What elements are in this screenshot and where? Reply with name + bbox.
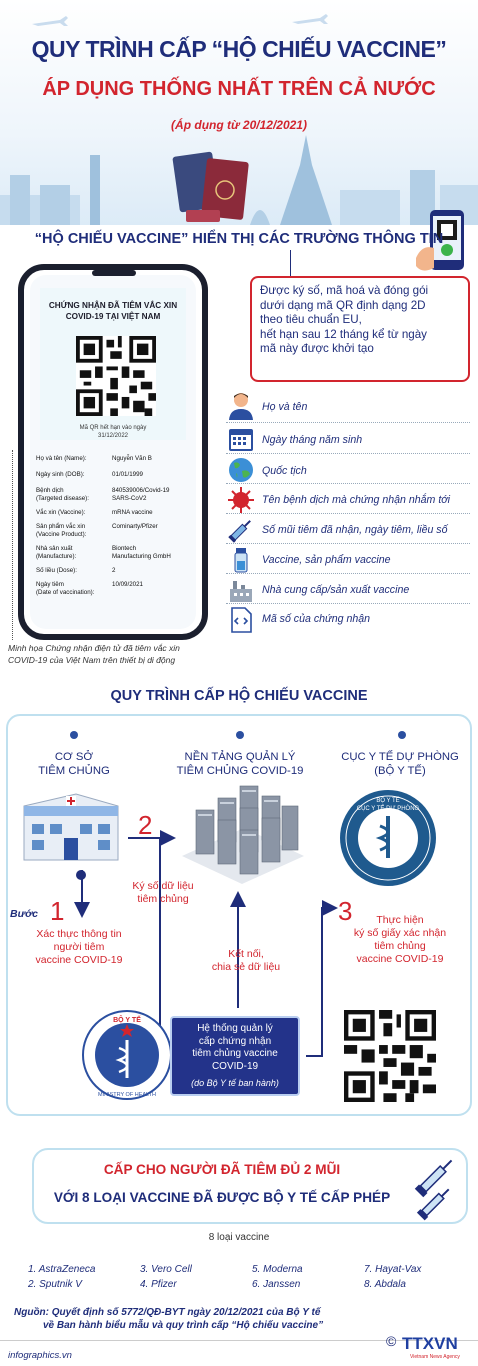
step-number: 1	[50, 896, 65, 926]
system-box-note: (do Bộ Y tế ban hành)	[191, 1078, 279, 1088]
step-number: 3	[338, 896, 353, 926]
info-label: Vắc xin (Vaccine):	[36, 509, 86, 516]
vaccine-item: 6. Janssen	[252, 1279, 301, 1290]
dot-marker	[76, 870, 86, 880]
step-text-line: vaccine COVID-19	[35, 954, 123, 966]
step-text-line: tiêm chủng	[137, 893, 189, 905]
system-box-line: Hệ thống quản lý	[197, 1023, 273, 1034]
vaccines-label: 8 loại vaccine	[208, 1232, 270, 1243]
field-label: Họ và tên	[262, 401, 308, 413]
qr-expiry-line: Mã QR hết hạn vào ngày	[79, 425, 147, 431]
vaccine-item: 7. Hayat-Vax	[364, 1264, 422, 1275]
banner-line-2: VỚI 8 LOẠI VACCINE ĐÃ ĐƯỢC BỘ Y TẾ CẤP PHÉP	[53, 1190, 391, 1205]
info-label: Nhà sản xuất	[36, 545, 73, 552]
source-line: về Ban hành biểu mẫu và quy trình cấp “Hộ chiếu vaccine”	[43, 1320, 324, 1331]
qr-code-icon[interactable]	[344, 1010, 436, 1102]
info-label: Bệnh dịch	[36, 487, 64, 494]
bubble-line: mã này được khởi tạo	[260, 342, 374, 355]
certificate-title-line: COVID-19 TẠI VIỆT NAM	[65, 312, 161, 321]
logo-text: MINISTRY OF HEALTH	[97, 1092, 157, 1098]
info-label: Ngày tiêm	[36, 581, 64, 588]
bubble-line: dưới dạng mã QR định dạng 2D	[260, 298, 426, 312]
step-text-line: tiêm chủng	[374, 940, 426, 952]
bubble-line: theo tiêu chuẩn EU,	[260, 313, 362, 326]
step-1-text	[14, 928, 144, 967]
field-label: Số mũi tiêm đã nhận, ngày tiêm, liều số	[262, 524, 448, 536]
info-label: Sản phẩm vắc xin	[36, 523, 86, 530]
vaccine-item: 2. Sputnik V	[28, 1279, 82, 1290]
step-text-line: Thực hiện	[376, 914, 424, 926]
column-title-line: NỀN TẢNG QUẢN LÝ	[184, 751, 296, 763]
logo-text: BỘ Y TẾ	[113, 1017, 141, 1024]
phone-caption-line: COVID-19 của Việt Nam trên thiết bị di động	[8, 655, 176, 665]
bubble-line: hết hạn sau 12 tháng kể từ ngày	[260, 327, 427, 341]
info-label: Ngày sinh (DOB):	[36, 471, 85, 478]
syringe-icon	[408, 1152, 464, 1222]
page-title: QUY TRÌNH CẤP “HỘ CHIẾU VACCINE”	[31, 36, 447, 62]
process-title: QUY TRÌNH CẤP HỘ CHIẾU VACCINE	[110, 688, 368, 704]
phone-caption-line: Minh họa Chứng nhận điện tử đã tiêm vắc xin	[8, 643, 180, 653]
step-word: Bước	[10, 908, 38, 920]
info-value: Cominarty/Pfizer	[112, 523, 158, 530]
system-box-line: tiêm chủng vaccine	[192, 1048, 278, 1059]
step-text-line: chia sẻ dữ liệu	[211, 961, 281, 973]
vaccine-item: 4. Pfizer	[140, 1279, 177, 1290]
field-label: Nhà cung cấp/sản xuất vaccine	[262, 584, 410, 596]
effective-date: (Áp dụng từ 20/12/2021)	[171, 118, 307, 132]
step-number: 2	[138, 810, 153, 840]
field-label: Mã số của chứng nhận	[262, 613, 371, 625]
info-value: 840539006/Covid-19	[112, 487, 170, 494]
eligibility-banner	[32, 1148, 468, 1224]
banner-line-1: CẤP CHO NGƯỜI ĐÃ TIÊM ĐỦ 2 MŨI	[103, 1162, 341, 1177]
seal-text: CỤC Y TẾ DỰ PHÒNG	[356, 806, 420, 812]
info-value: Nguyễn Văn B	[112, 455, 152, 462]
page-subtitle: ÁP DỤNG THỐNG NHẤT TRÊN CẢ NƯỚC	[42, 78, 436, 100]
info-label: (Manufacture):	[36, 553, 77, 560]
info-label: Số liều (Dose):	[36, 567, 77, 574]
step-text-line: Kết nối,	[228, 948, 264, 960]
system-box-line: cấp chứng nhận	[198, 1035, 272, 1047]
info-value: Manufacturing GmbH	[112, 553, 171, 560]
footer-url[interactable]: infographics.vn	[8, 1350, 72, 1361]
info-label: (Targeted disease):	[36, 495, 89, 502]
step-text-line: vaccine COVID-19	[356, 953, 444, 965]
info-label: (Date of vaccination):	[36, 589, 95, 596]
ministry-of-health-logo	[82, 1010, 172, 1100]
info-value: Biontech	[112, 545, 137, 552]
info-label: Họ và tên (Name):	[36, 455, 87, 462]
ttxvn-logo-sub: Vietnam News Agency	[410, 1354, 460, 1360]
source-note	[14, 1306, 474, 1332]
seal-text: BỘ Y TẾ	[376, 798, 400, 804]
step-text-line: Xác thực thông tin	[36, 928, 122, 940]
column-title-line: TIÊM CHỦNG	[38, 765, 110, 777]
info-value: 01/01/1999	[112, 471, 143, 478]
column-title-line: CỤC Y TẾ DỰ PHÒNG	[341, 751, 459, 763]
connect-text	[186, 948, 306, 974]
field-label: Vaccine, sản phẩm vaccine	[262, 554, 391, 566]
column-title-line: (BỘ Y TẾ)	[374, 765, 426, 777]
field-label: Quốc tịch	[262, 465, 307, 477]
step-text-line: ký số giấy xác nhận	[353, 927, 447, 939]
info-value: 2	[112, 567, 116, 574]
step-text-line: Ký số dữ liệu	[132, 880, 194, 892]
field-label: Tên bệnh dịch mà chứng nhận nhắm tới	[262, 494, 451, 506]
step-3-text	[330, 914, 470, 966]
field-label: Ngày tháng năm sinh	[262, 434, 363, 446]
qr-expiry-line: 31/12/2022	[97, 433, 129, 439]
vaccine-item: 1. AstraZeneca	[28, 1264, 96, 1275]
vaccine-item: 3. Vero Cell	[140, 1264, 192, 1275]
system-box-line: COVID-19	[211, 1060, 259, 1072]
fields-heading: “HỘ CHIẾU VACCINE” HIỂN THỊ CÁC TRƯỜNG THÔNG TIN	[34, 231, 444, 247]
info-value: mRNA vaccine	[112, 509, 153, 516]
column-title-line: CƠ SỞ	[54, 751, 94, 763]
vaccine-item: 5. Moderna	[252, 1264, 303, 1275]
source-line: Nguồn: Quyết định số 5772/QĐ-BYT ngày 20/12/2021 của Bộ Y tế	[14, 1307, 321, 1318]
info-value: SARS-CoV2	[112, 495, 147, 502]
system-box	[170, 1016, 300, 1096]
certificate-title-line: CHỨNG NHẬN ĐÃ TIÊM VẮC XIN	[48, 301, 178, 310]
info-value: 10/09/2021	[112, 581, 143, 588]
ttxvn-logo: TTXVN	[402, 1334, 458, 1353]
vaccine-item: 8. Abdala	[364, 1279, 406, 1290]
step-text-line: người tiêm	[53, 941, 105, 953]
step-2-text	[108, 880, 218, 906]
info-label: (Vaccine Product):	[36, 531, 87, 538]
column-title-line: TIÊM CHỦNG COVID-19	[176, 765, 304, 777]
copyright-symbol: ©	[386, 1333, 397, 1349]
bubble-line: Được ký số, mã hoá và đóng gói	[260, 284, 429, 297]
